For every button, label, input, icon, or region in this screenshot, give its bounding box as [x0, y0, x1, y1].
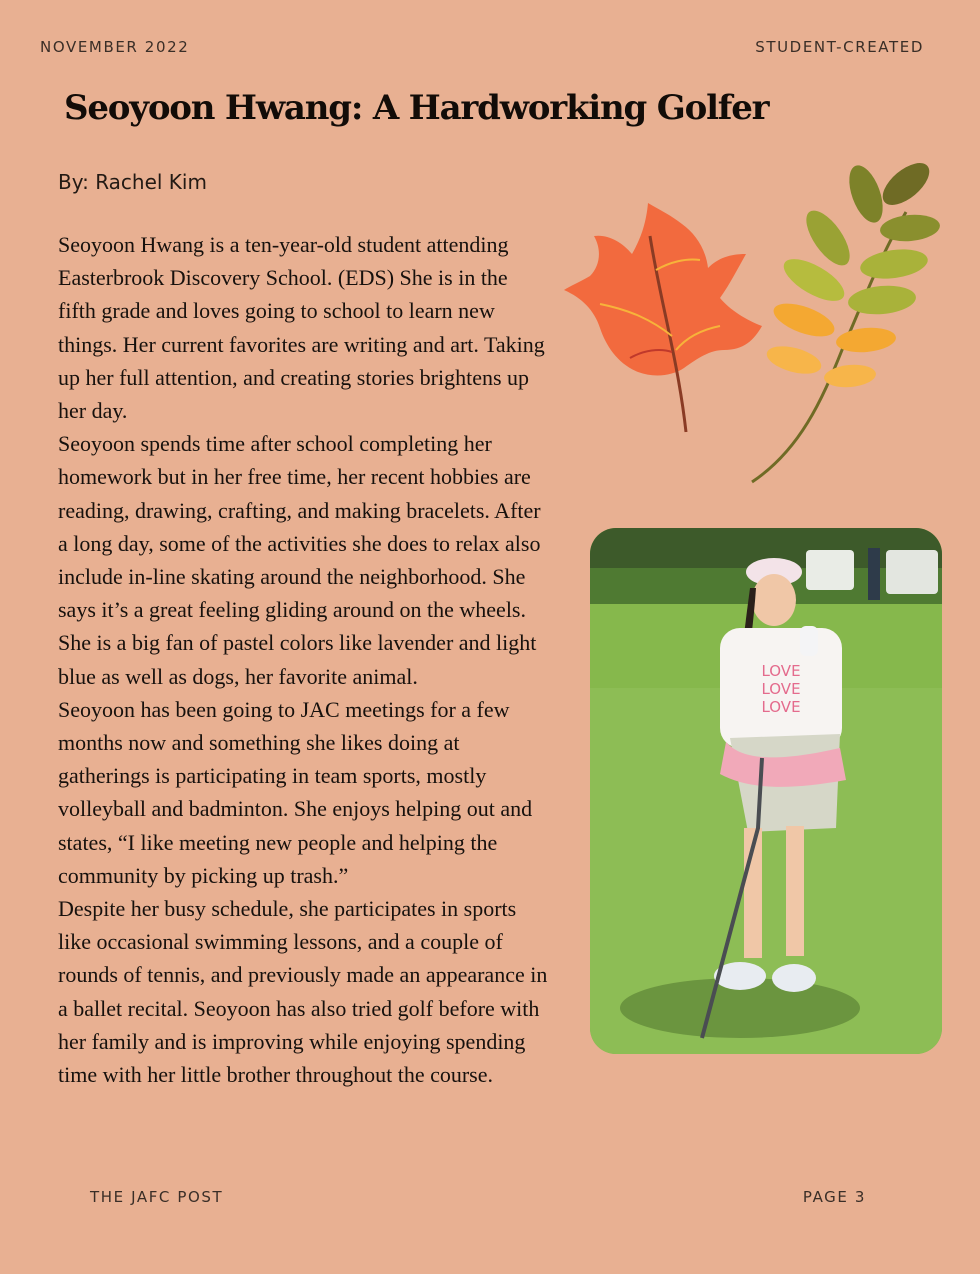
category-label: STUDENT-CREATED	[755, 38, 924, 56]
byline: By: Rachel Kim	[58, 170, 207, 194]
svg-text:LOVE: LOVE	[761, 698, 801, 716]
article-title: Seoyoon Hwang: A Hardworking Golfer	[64, 88, 769, 128]
publication-name: THE JAFC POST	[90, 1188, 224, 1206]
paragraph: Seoyoon spends time after school completing her homework but in her free time, her recent hobbies are reading, drawing, crafting, and making bracelets. After a long day, some of the activities she does to relax also include in-line skating around the neighborhood. She says it’s a great feeling gliding around on the wheels. She is a big fan of pastel colors like lavender and light blue as well as dogs, her favorite animal.	[58, 431, 541, 689]
golfer-photo	[590, 528, 942, 1054]
paragraph: Seoyoon Hwang is a ten-year-old student attending Easterbrook Discovery School. (EDS) She is in the fifth grade and loves going to school to learn new things. Her current favorites are writing and art. Taking up her full attention, and creating stories brightens up her day.	[58, 232, 545, 424]
article-body	[58, 228, 548, 1091]
leaves-icon	[560, 150, 950, 495]
golfer-image	[590, 528, 942, 1054]
paragraph: Despite her busy schedule, she participates in sports like occasional swimming lessons, and a couple of rounds of tennis, and previously made an appearance in a ballet recital. Seoyoon has also tried golf before with her family and is improving while enjoying spending time with her little brother throughout the course.	[58, 896, 548, 1088]
svg-text:LOVE: LOVE	[761, 680, 801, 698]
page-number: PAGE 3	[802, 1188, 866, 1206]
issue-date: NOVEMBER 2022	[40, 38, 190, 56]
autumn-leaves-illustration	[560, 150, 950, 495]
svg-text:LOVE: LOVE	[761, 662, 801, 680]
paragraph: Seoyoon has been going to JAC meetings for a few months now and something she likes doing at gatherings is participating in team sports, mostly volleyball and badminton. She enjoys helping out and states, “I like meeting new people and helping the community by picking up trash.”	[58, 696, 533, 888]
